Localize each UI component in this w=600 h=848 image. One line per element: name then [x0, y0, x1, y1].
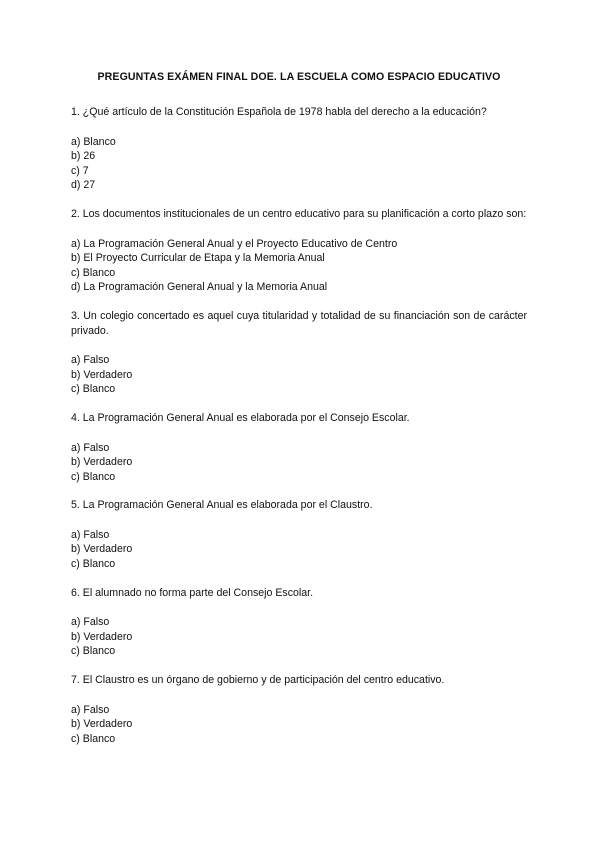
answer-option: d) La Programación General Anual y la Memoria Anual: [71, 281, 328, 294]
answer-option: c) 7: [71, 164, 89, 177]
question-text: 2. Los documentos institucionales de un centro educativo para su planificación a corto plazo son:: [71, 207, 527, 220]
question-text: 6. El alumnado no forma parte del Consejo Escolar.: [71, 586, 314, 599]
question-text: 7. El Claustro es un órgano de gobierno y de participación del centro educativo.: [71, 674, 445, 687]
answer-option: c) Blanco: [71, 266, 116, 279]
answer-option: a) Falso: [71, 441, 110, 454]
answer-option: c) Blanco: [71, 383, 116, 396]
answer-options: [71, 237, 527, 295]
question-text: 3. Un colegio concertado es aquel cuya titularidad y totalidad de su financiación son de carácter privado.: [71, 309, 527, 337]
question-2: [71, 207, 527, 295]
question-1: [71, 105, 527, 193]
document-title: PREGUNTAS EXÁMEN FINAL DOE. LA ESCUELA COMO ESPACIO EDUCATIVO: [97, 71, 501, 83]
answer-option: c) Blanco: [71, 645, 116, 658]
question-5: [71, 498, 527, 571]
answer-option: b) Verdadero: [71, 718, 133, 731]
answer-options: [71, 528, 527, 572]
answer-options: [71, 703, 527, 747]
question-text: 4. La Programación General Anual es elaborada por el Consejo Escolar.: [71, 411, 410, 424]
answer-options: [71, 135, 527, 193]
answer-option: a) Falso: [71, 703, 110, 716]
answer-options: [71, 615, 527, 659]
answer-option: a) Falso: [71, 616, 110, 629]
answer-option: b) 26: [71, 150, 96, 163]
question-text: 1. ¿Qué artículo de la Constitución Española de 1978 habla del derecho a la educación?: [71, 106, 487, 118]
question-4: [71, 411, 527, 484]
question-6: [71, 586, 527, 659]
question-7: [71, 673, 527, 746]
answer-option: b) Verdadero: [71, 456, 133, 469]
answer-option: b) Verdadero: [71, 368, 133, 381]
answer-option: c) Blanco: [71, 470, 116, 483]
question-3: [71, 309, 527, 397]
answer-option: a) Falso: [71, 528, 110, 541]
answer-option: c) Blanco: [71, 558, 116, 571]
answer-options: [71, 353, 527, 397]
answer-option: b) Verdadero: [71, 630, 133, 643]
document-page: [71, 70, 527, 760]
answer-option: b) Verdadero: [71, 543, 133, 556]
question-text: 5. La Programación General Anual es elaborada por el Claustro.: [71, 499, 373, 512]
answer-option: d) 27: [71, 179, 96, 192]
answer-option: a) La Programación General Anual y el Proyecto Educativo de Centro: [71, 237, 398, 250]
answer-options: [71, 441, 527, 485]
answer-option: a) Falso: [71, 354, 110, 367]
answer-option: a) Blanco: [71, 135, 116, 148]
answer-option: b) El Proyecto Curricular de Etapa y la Memoria Anual: [71, 252, 325, 265]
answer-option: c) Blanco: [71, 732, 116, 745]
